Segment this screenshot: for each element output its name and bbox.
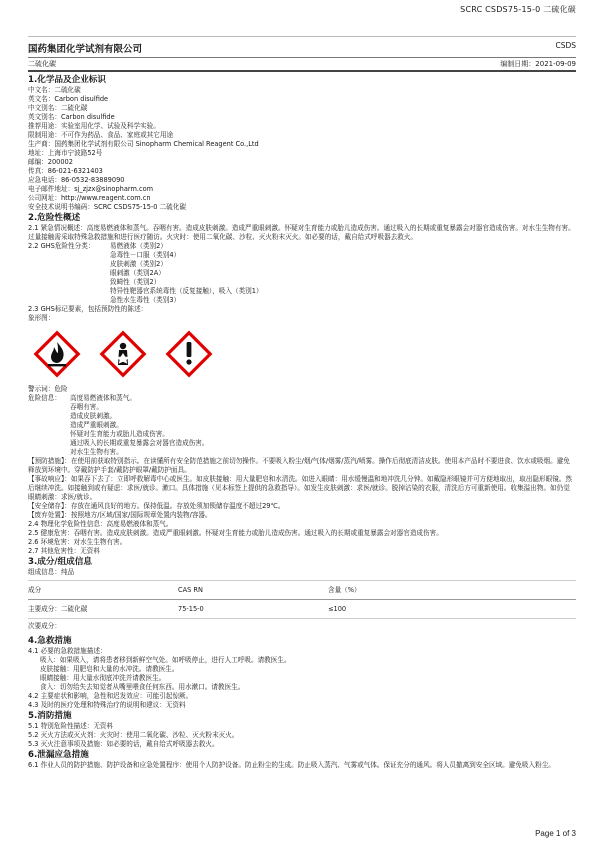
response: 【事故响应】：如果吞下去了：立即呼救解毒中心或医生。如皮肤接触：用大量肥皂和水清洗。如进入眼睛：用水缓慢温和地冲洗几分钟。如戴隐形眼镜并可方便地取出，取出隐形眼镜。然后继续冲洗。如接触到或有疑虑：求医/就诊。漱口。具体措施（见本标签上提供的急救指导）。如发生皮肤刺激：求医/就诊。脱掉沾染的衣服，清洗后方可重新使用。收集溢出物。如仍觉眼睛刺激：求医/就诊。 (28, 475, 572, 501)
firefighting-line-1: 5.1 特别危险性描述：无资料 (28, 722, 114, 730)
ghs-class-6: 特异性靶器官系统毒性（反复接触），吸入（类别1） (110, 287, 263, 295)
first-aid-line-3: 皮肤接触：用肥皂和大量的水冲洗。请教医生。 (40, 665, 179, 673)
hazard-list (70, 394, 208, 457)
first-aid-line-4: 眼睛接触：用大量水彻底冲洗并请教医生。 (40, 674, 166, 682)
first-aid-line-1: 4.1 必要的急救措施描述： (28, 647, 107, 655)
health-hazard-icon (98, 329, 148, 379)
ghs-classification (28, 242, 576, 305)
product-name: 二硫化碳 (28, 60, 56, 68)
doc-type: CSDS (555, 41, 576, 50)
section-3-title: 3.成分/组成信息 (28, 557, 92, 567)
first-aid-line-2: 吸入：如果吸入，请将患者移到新鲜空气处。如呼吸停止，进行人工呼吸。请教医生。 (40, 656, 291, 664)
emergency-overview: 2.1 紧急情况概述：高度易燃液体和蒸气。吞咽有害。造成皮肤刺激。造成严重眼刺激。怀疑对生育能力或胎儿造成伤害。通过吸入的长期或重复暴露会对器官造成伤害。对水生生物有害。过量接触需采取特殊急救措施和进行医疗随访。火灾时：使用二氧化碳、沙粒、灭火粉末灭火。如必要的话，戴自给式呼吸器去救火。 (28, 224, 575, 241)
ghs-class-5: 致畸性（类别2） (110, 278, 161, 286)
section-4-body (28, 647, 576, 710)
environmental-hazard: 2.6 环境危害：对水生生物有害。 (28, 538, 127, 546)
ghs-class-3: 皮肤刺激（类别2） (110, 260, 167, 268)
section-4-title: 4.急救措施 (28, 636, 72, 646)
first-aid-line-5: 食入：切勿给失去知觉者从嘴里喂食任何东西。用水漱口。请教医生。 (40, 683, 245, 691)
prevention: 【预防措施】：在使用前获取特别指示。在读懂所有安全防范措施之前切勿操作。不要吸入粉尘/烟/气体/烟雾/蒸汽/喷雾。操作后彻底清洁皮肤。使用本产品时不要进食、饮水或吸烟。避免释放到环境中。穿戴防护手套/戴防护眼罩/戴防护面具。 (28, 457, 570, 474)
other-hazard: 2.7 其他危害性：无资料 (28, 547, 100, 555)
ghs-class-7: 急性水生毒性（类别3） (110, 296, 181, 304)
physchem-hazard: 2.4 物理化学危险性信息：高度易燃液体和蒸气。 (28, 520, 173, 528)
health-hazard: 2.5 健康危害：吞咽有害。造成皮肤刺激。造成严重眼刺激。怀疑对生育能力或胎儿造成伤害。通过吸入的长期或重复暴露会对器官造成伤害。 (28, 529, 443, 537)
first-aid-line-6: 4.2 主要症状和影响，急性和迟发效应：可能引起惊厥。 (28, 692, 193, 700)
hazard-statement-3: 造成皮肤刺激。 (70, 412, 117, 420)
section-1-title: 1.化学品及企业标识 (28, 75, 106, 85)
identification-line-6: 限制用途：不可作为药品、食品、家庭或其它用途 (28, 131, 174, 139)
personal-precautions: 6.1 作业人员的防护措施、防护设备和应急处置程序：使用个人防护设备。防止粉尘的生成。防止吸入蒸汽、气雾或气体。保证充分的通风。将人员撤离到安全区域。避免吸入粉尘。 (28, 761, 555, 769)
hazard-statements (28, 394, 576, 457)
section-6-title: 6.泄漏应急措施 (28, 750, 89, 760)
company-name: 国药集团化学试剂有限公司 (28, 44, 143, 55)
firefighting-line-3: 5.3 灭火注意事项及措施：如必要的话，戴自给式呼吸器去救火。 (28, 740, 219, 748)
identification-line-8: 地址：上海市宁波路52号 (28, 149, 103, 157)
document (28, 0, 576, 770)
composition-info: 组成信息：纯品 (28, 568, 75, 576)
identification-line-12: 电子邮件地址：sj_zjzx@sinopharm.com (28, 185, 154, 193)
identification-line-4: 英文别名：Carbon disulfide (28, 113, 115, 121)
table-header-row (28, 581, 576, 600)
identification-line-9: 邮编：200002 (28, 158, 73, 166)
hazard-label: 危险信息： (28, 394, 61, 402)
pictogram-label: 象形图： (28, 314, 55, 322)
identification-line-11: 应急电话：86-0532-83889090 (28, 176, 125, 184)
firefighting-line-2: 5.2 灭火方法或灭火剂：火灾时：使用二氧化碳、沙粒、灭火粉末灭火。 (28, 731, 239, 739)
identification-line-2: 英文名：Carbon disulfide (28, 95, 109, 103)
pictograms (32, 329, 576, 379)
first-aid-line-7: 4.3 及时的医疗处理和特殊治疗的说明和建议：无资料 (28, 701, 186, 709)
col-header-component: 成分 (28, 581, 178, 600)
ghs-list (110, 242, 263, 305)
table-row (28, 600, 576, 619)
ghs-class-1: 易燃液体（类别2） (110, 242, 167, 250)
identification-line-7: 生产商：国药集团化学试剂有限公司 Sinopharm Chemical Reagent Co.,Ltd (28, 140, 259, 148)
top-bar (28, 0, 576, 37)
signal-word: 警示词：危险 (28, 385, 68, 393)
header (28, 37, 576, 58)
col-header-cas: CAS RN (178, 581, 328, 600)
compile-date: 编制日期：2021-09-09 (500, 60, 576, 68)
hazard-statement-7: 对水生生物有害。 (70, 448, 123, 456)
ghs-label: 2.2 GHS危险性分类： (28, 242, 95, 250)
composition-table (28, 580, 576, 619)
exclamation-icon (164, 329, 214, 379)
storage: 【安全储存】：存放在通风良好的地方。保持低温。存放处须加锁储存温度不超过29℃。 (28, 502, 285, 510)
ghs-elements: 2.3 GHS标记要素，包括预防性的陈述： (28, 305, 148, 313)
section-2-title: 2.危险性概述 (28, 213, 81, 223)
identification-line-14: 安全技术说明书编码：SCRC CSDS75-15-0 二硫化碳 (28, 203, 186, 211)
section-1-body (28, 86, 576, 212)
secondary-components: 次要成分： (28, 622, 61, 630)
document-reference: SCRC CSDS75-15-0 二硫化碳 (460, 5, 576, 14)
content (28, 72, 576, 770)
identification-line-5: 推荐用途：实验室用化学、试验及科学实验。 (28, 122, 160, 130)
cell-content: ≤100 (328, 600, 576, 619)
disposal: 【废弃处置】：按照地方/区域/国家/国际规章处置内装物/容器。 (28, 511, 212, 519)
identification-line-3: 中文别名：二硫化碳 (28, 104, 88, 112)
ghs-class-4: 眼刺激（类别2A） (110, 269, 165, 277)
hazard-statement-5: 怀疑对生育能力或胎儿造成伤害。 (70, 430, 169, 438)
cell-component: 主要成分：二硫化碳 (28, 600, 178, 619)
identification-line-13: 公司网址：http://www.reagent.com.cn (28, 194, 151, 202)
col-header-content: 含量（%） (328, 581, 576, 600)
hazard-statement-6: 通过吸入的长期或重复暴露会对器官造成伤害。 (70, 439, 209, 447)
page-number: Page 1 of 3 (535, 829, 576, 838)
section-5-title: 5.消防措施 (28, 711, 72, 721)
section-5-body (28, 722, 576, 749)
ghs-class-2: 急毒性－口服（类别4） (110, 251, 181, 259)
identification-line-1: 中文名：二硫化碳 (28, 86, 81, 94)
cell-cas: 75-15-0 (178, 600, 328, 619)
hazard-statement-4: 造成严重眼刺激。 (70, 421, 123, 429)
hazard-statement-1: 高度易燃液体和蒸气。 (70, 394, 136, 402)
flame-icon (32, 329, 82, 379)
identification-line-10: 传真：86-021-6321403 (28, 167, 103, 175)
subheader (28, 58, 576, 72)
hazard-statement-2: 吞咽有害。 (70, 403, 103, 411)
